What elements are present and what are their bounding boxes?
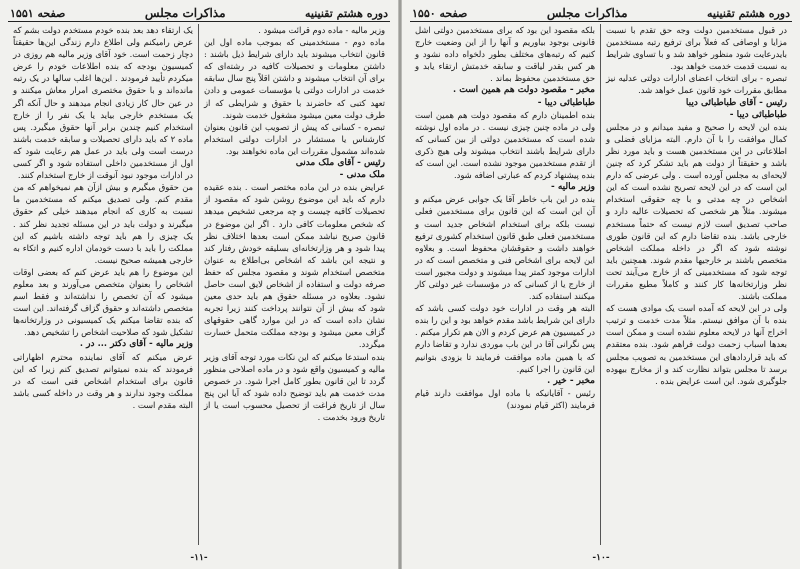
right-page-col-left <box>410 24 601 545</box>
right-page-columns <box>410 24 792 545</box>
right-page <box>402 0 800 569</box>
left-header-right: دوره هشتم تقنینیه <box>305 7 388 20</box>
paragraph: بنده این لایحه را صحیح و مفید میدانم و در مجلس کمال موافقت را با آن دارم. البته مزایای فضلی و اطلاعاتی در این مستخدمین هست و باید مورد نظر باشد و حقیقتاً از دولت هم باید تشکر کرد که چنین لایحه‌ای به مجلس آورده است . ولی عرضی که دارم این است که در این لایحه تصریح نشده است که این اشخاص در چه مدتی و با چه حقوقی استخدام میشوند. مثلاً هر شخصی که تحصیلات عالیه دارد و صاحب تصدیق است لازم نیست که حتماً مستخدم خارجی باشد. بنده تقاضا دارم که این قانون طوری نوشته شود که اگر در داخله مملکت اشخاص متخصص باشند بر خارجیها مقدم شوند. همچنین باید توجه شود که مستخدمینی که از خارج می‌آیند تحت نظر وزارتخانه‌ها کار کنند و کاملاً مطیع مقررات مملکت باشند. <box>606 121 787 302</box>
paragraph: عرض میکنم که آقای نماینده محترم اظهاراتی فرمودند که بنده نمیتوانم تصدیق کنم زیرا که این قانون برای استخدام اشخاص فنی است که در مملکت وجود ندارند و هر وقت در داخله کسی باشد البته مقدم است . <box>13 351 193 410</box>
speaker-line: وزیر مالیه - <box>550 182 595 193</box>
speaker-line: مخبر - خیر . <box>547 375 595 386</box>
right-page-number: -۱۰- <box>592 553 610 563</box>
paragraph: عرایض بنده در این ماده مختصر است . بنده عقیده دارم که باید این موضوع روشن شود که مقصود از تحصیلات کافیه چیست و چه مرجعی تشخیص میدهد که شخص معلومات کافی دارد . اگر این موضوع در قانون صریح نباشد ممکن است بعدها اختلاف نظر پیدا شود و هر وزارتخانه‌ای بسلیقه خودش رفتار کند و نتیجه این باشد که اشخاص بی‌اطلاع به عنوان متخصص استخدام شوند و مقصود مجلس که حفظ صرفه دولت و استفاده از اشخاص لایق است حاصل نشود. بعلاوه در مسئله حقوق هم باید حدی معین شود که بیش از آن نتوانند پرداخت کنند زیرا تجربه نشان داده است که در این موارد گاهی حقوقهای گزاف معین میشود و بودجه مملکت متحمل خسارت میگردد. <box>204 182 385 350</box>
right-header-title: مذاکرات مجلس <box>546 6 628 20</box>
paragraph: این موضوع را هم باید عرض کنم که بعضی اوقات اشخاص را بعنوان متخصص می‌آورند و بعد معلوم میشود که آن تخصص را نداشته‌اند و فقط اسم متخصص داشته‌اند و حقوق گزاف گرفته‌اند. این است که بنده تقاضا میکنم یک کمیسیونی در وزارتخانه‌ها تشکیل شود که صلاحیت اشخاص را تشخیص دهد. <box>13 266 193 338</box>
paragraph: ماده دوم - مستخدمینی که بموجب ماده اول این قانون انتخاب میشوند باید دارای شرایط ذیل باشند : داشتن معلومات و تحصیلات کافیه در رشته‌ای که برای آن انتخاب میشوند و داشتن اقلاً پنج سال سابقه خدمت در ادارات دولتی یا مؤسسات عمومی و دادن تعهد کتبی که حاضرند با حقوق و شرایطی که از طرف دولت معین میشود مشغول خدمت شوند. <box>204 37 385 120</box>
paragraph: بلکه مقصود این بود که برای مستخدمین دولتی اشل قانونی بوجود بیاوریم و آنها را از این وضعیت خارج کنیم که رتبه‌های مختلف بطور دلخواه داده نشود و هر کس بقدر لیاقت و سابقه خدمتش ارتقاء یابد و حق مستخدمین محفوظ بماند . <box>415 25 595 84</box>
left-page-col-left <box>8 24 199 545</box>
speaker-line: ملک مدنی - <box>339 170 385 181</box>
paragraph: در قبول مستخدمین دولت وجه حق تقدم با نسبت مزایا و اوصافی که فعلاً برای ترفیع رتبه مستخدمین بایدرعایت شود منظور خواهد شد و با تساوی شرایط به نسبت قدمت خدمت خواهد بود. <box>606 25 787 72</box>
paragraph: من حقوق میگیرم و بیش ازآن هم نمیخواهم که من مقدم کنم. ولی تصدیق میکنم که مستخدمین ما نسبت به کاری که انجام میدهند خیلی کم حقوق میگیرند و دولت باید در این مسئله تجدید نظر کند . یک چیزی را هم باید توجه داشته باشیم که این مملکت را باید با دست خودمان اداره کنیم و اتکاء به خارجی همیشه صحیح نیست. <box>13 182 193 265</box>
speaker-line: وزیر مالیه - آقای دکتر ... در . <box>79 339 193 350</box>
right-page-header <box>410 4 792 22</box>
speaker-line: طباطبائی دیبا - <box>729 109 787 120</box>
left-page-header <box>8 4 390 22</box>
paragraph: ولی در این لایحه که آمده است یک موادی هست که بنده با آن موافق نیستم. مثلاً مدت خدمت و ترتیب اخراج آنها در لایحه معلوم نشده است و ممکن است بعدها اسباب زحمت دولت فراهم شود. بنده معتقدم که باید قراردادهای این مستخدمین به تصویب مجلس برسد تا مجلس بتواند نظارت کند و از مخارج بیهوده جلوگیری شود. این است عرایض بنده . <box>606 303 787 386</box>
left-page-col-right <box>199 24 390 545</box>
speaker-line: طباطبائی دیبا - <box>537 97 595 108</box>
left-page-columns <box>8 24 390 545</box>
paragraph: البته هر وقت در ادارات خود دولت کسی باشد که دارای این شرایط باشد مقدم خواهد بود و این را بنده در کمیسیون هم عرض کردم و الان هم تکرار میکنم . پس نگرانی آقا در این باب موردی ندارد و تقاضا دارم که با همین ماده موافقت فرمایند تا بزودی بتوانیم این قانون را اجرا کنیم. <box>415 303 595 374</box>
paragraph: بنده اطمینان دارم که مقصود دولت هم همین است ولی در ماده چنین چیزی نیست . در ماده اول نوشته شده است که مستخدمین دولتی از بین کسانی که دارای شرایط باشند انتخاب میشوند ولی هیچ ذکری از تقدم مستخدمین موجود نشده است. این است که بنده پیشنهاد کردم که عبارتی اضافه شود. <box>415 109 595 181</box>
paragraph: بنده در این باب خاطر آقا یک جوابی عرض میکنم و آن این است که این قانون برای مستخدمین فعلی نیست بلکه برای استخدام اشخاص جدید است و مستخدمین فعلی طبق قانون استخدام کشوری ترفیع خواهند داشت و حقوقشان محفوظ است. و بعلاوه این لایحه برای اشخاص فنی و متخصص است که در ادارات موجود کمتر پیدا میشوند و دولت مجبور است از خارج یا از کسانی که در مؤسسات غیر دولتی کار میکنند استفاده کند. <box>415 194 595 302</box>
speaker-line: مخبر - مقصود دولت هم همین است . <box>452 85 595 96</box>
right-page-col-right <box>601 24 792 545</box>
left-header-title: مذاکرات مجلس <box>144 6 226 20</box>
paragraph: تبصره - برای انتخاب اعضای ادارات دولتی عدلیه نیز مطابق مقررات خود قانون عمل خواهد شد. <box>606 73 787 96</box>
speaker-line: رئیس - آقای طباطبائی دیبا <box>685 97 787 108</box>
left-header-page-label: صفحه ۱۵۵۱ <box>10 7 66 20</box>
left-page-number: -۱۱- <box>190 553 208 563</box>
paragraph: رئیس - آقایانیکه با ماده اول موافقت دارند قیام فرمایند (اکثر قیام نمودند) <box>415 387 595 410</box>
right-header-right: دوره هشتم تقنینیه <box>707 7 790 20</box>
paragraph: وزیر مالیه - ماده دوم قرائت میشود . <box>258 25 385 35</box>
paragraph: یک ارتقاء دهد بعد بنده خودم مستخدم دولت بشم که عرض رامیکنم ولی اطلاع دارم زندگی این‌ها حقیقتاً دچار زحمت است. خود آقای وزیر مالیه هم روزی در کمیسیون بودجه که بنده اطلاعات خودم را عرض میکردم تأیید فرمودند . این‌ها اغلب سالها در یک رتبه مانده‌اند و با حقوق مختصری امرار معاش میکنند و در عین حال کار زیادی انجام میدهند و حال آنکه اگر یک مستخدم خارجی بیاید یا یک نفر را از خارج استخدام کنیم چندین برابر آنها حقوق میگیرد. پس ماده ۲ که باید دارای تحصیلات و سابقه خدمت باشند درست است ولی باید در عمل هم رعایت شود که اول از مستخدمین داخلی استفاده شود و اگر کسی در ادارات موجود نبود آنوقت از خارج استخدام کنند. <box>13 25 194 181</box>
left-page <box>0 0 398 569</box>
right-header-page-label: صفحه ۱۵۵۰ <box>412 7 468 20</box>
speaker-line: رئیس - آقای ملک مدنی <box>295 158 385 169</box>
paragraph: تبصره - کسانی که پیش از تصویب این قانون بعنوان کارشناس یا مستشار در ادارات دولتی استخدام شده‌اند مشمول مقررات این ماده نخواهند بود. <box>204 121 385 156</box>
paragraph: بنده استدعا میکنم که این نکات مورد توجه آقای وزیر مالیه و کمیسیون واقع شود و در ماده اصلاحی منظور گردد تا این قانون بطور کامل اجرا شود. در خصوص مدت خدمت هم باید توضیح داده شود که آیا این پنج سال از تاریخ فراغت از تحصیل محسوب است یا از تاریخ ورود بخدمت . <box>204 351 385 422</box>
